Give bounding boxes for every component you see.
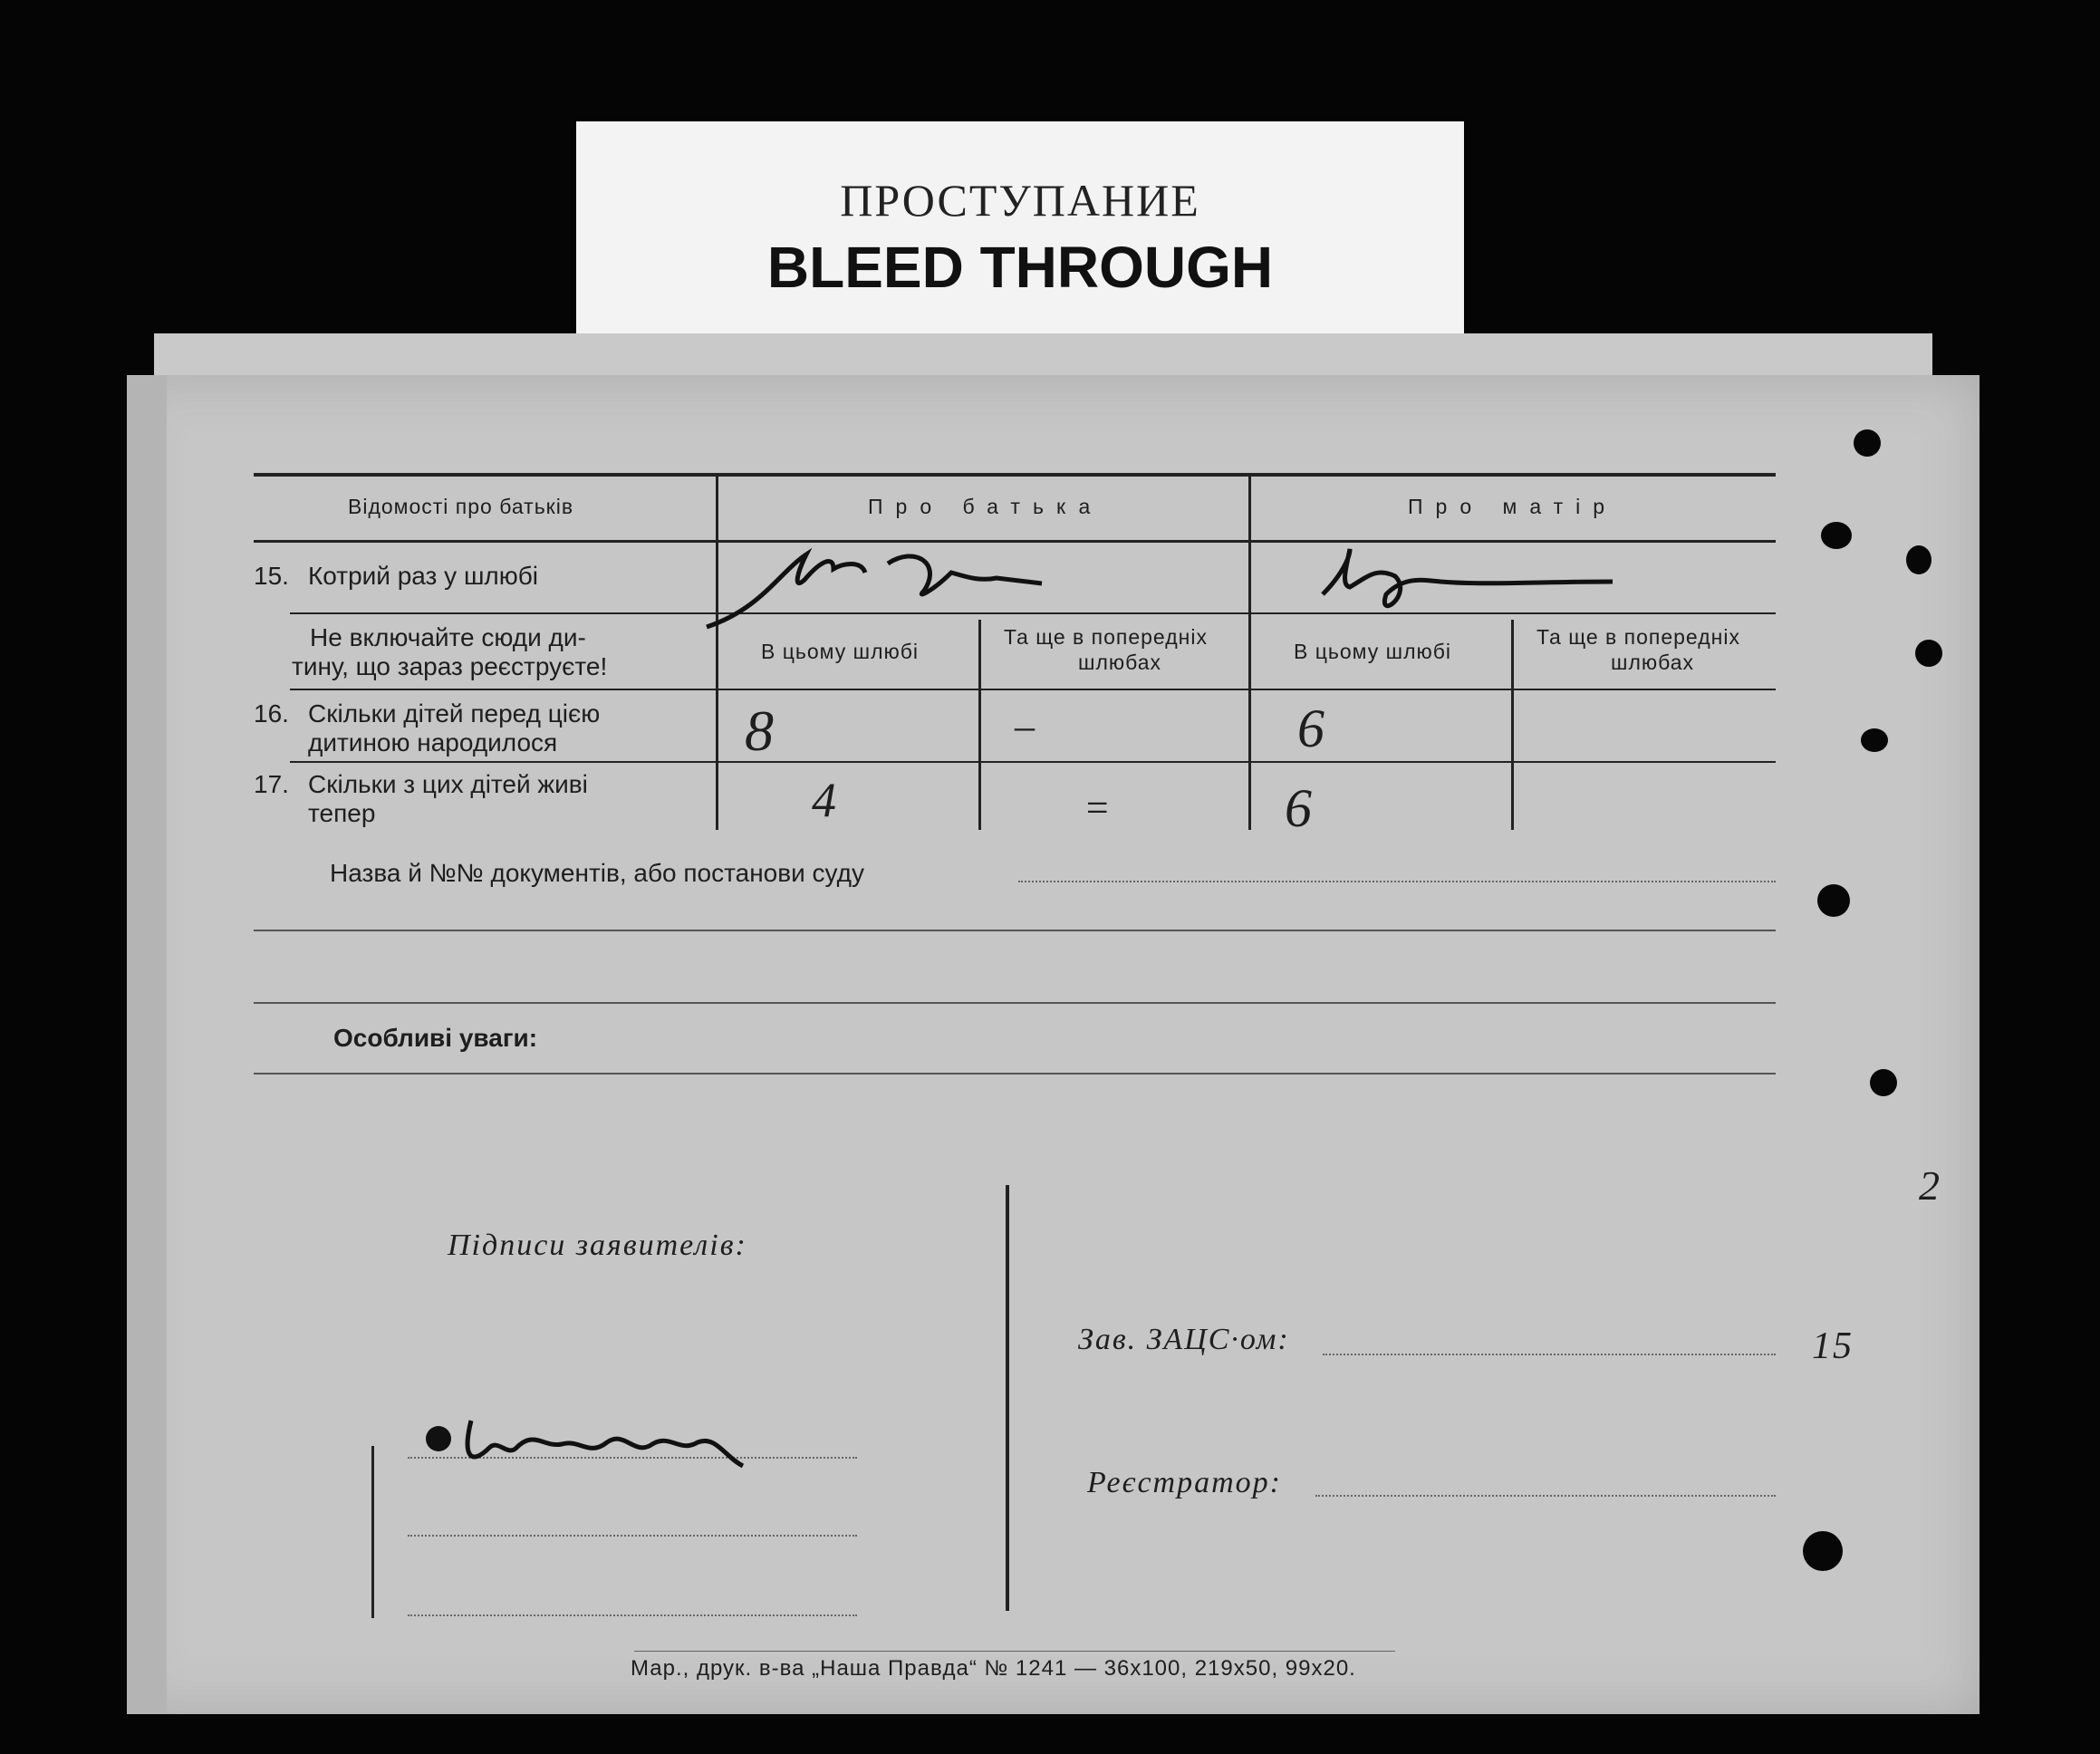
row17-line1: Скільки з цих дітей живі xyxy=(308,770,588,798)
registrar-label: Реєстратор: xyxy=(1087,1466,1282,1499)
label-russian: ПРОСТУПАНИЕ xyxy=(840,175,1200,226)
father-this-marriage: В цьому шлюбі xyxy=(761,640,920,663)
row15-label: Котрий раз у шлюбі xyxy=(308,562,539,590)
father-previous-line2: шлюбах xyxy=(1078,651,1162,674)
col-divider-father-prev xyxy=(978,620,981,830)
header-mother: Про матір xyxy=(1408,495,1618,518)
documents-line-3 xyxy=(254,1002,1776,1004)
row16-line1: Скільки дітей перед цією xyxy=(308,699,601,728)
remarks-label: Особливі уваги: xyxy=(333,1024,538,1052)
head-sign-line xyxy=(1323,1354,1776,1355)
hw-father-16-this: 8 xyxy=(745,699,775,763)
table-top-rule xyxy=(254,473,1776,477)
applicant-sign-line-2 xyxy=(408,1535,857,1537)
signature-divider xyxy=(1006,1185,1009,1611)
row16-line2: дитиною народилося xyxy=(308,728,558,757)
hw-side-number: 15 xyxy=(1812,1325,1854,1367)
documents-line-1 xyxy=(1018,881,1776,882)
hw-mother-17-this: 6 xyxy=(1285,778,1314,838)
hw-father-15-scrawl xyxy=(707,536,1160,636)
mother-previous-line2: шлюбах xyxy=(1611,651,1695,674)
registrar-sign-line xyxy=(1315,1495,1776,1497)
header-parents-info: Відомості про батьків xyxy=(348,495,574,518)
note-line-2: тину, що зараз реєструєте! xyxy=(292,652,608,680)
hw-father-16-prev: – xyxy=(1015,704,1036,748)
father-previous-line1: Та ще в попередніх xyxy=(1004,625,1208,649)
row17-line2: тепер xyxy=(308,799,376,827)
printer-imprint: Мар., друк. в-ва „Наша Правда“ № 1241 — 36х100, 219х50, 99х20. xyxy=(631,1656,1356,1681)
row16-number: 16. xyxy=(254,699,289,728)
col-divider-mother-prev xyxy=(1511,620,1514,830)
hw-father-17-prev: = xyxy=(1084,785,1113,830)
footer-rule xyxy=(634,1651,1395,1652)
hw-side-mark: 2 xyxy=(1919,1162,1941,1209)
documents-label: Назва й №№ документів, або постанови суду xyxy=(330,859,864,887)
col-divider-2 xyxy=(1248,477,1251,830)
note-line-1: Не включайте сюди ди- xyxy=(310,623,586,651)
row16-rule xyxy=(290,761,1776,763)
row15-number: 15. xyxy=(254,562,289,590)
documents-line-2 xyxy=(254,930,1776,931)
applicant-sign-line-3 xyxy=(408,1614,857,1616)
mother-previous-line1: Та ще в попередніх xyxy=(1536,625,1740,649)
label-english: BLEED THROUGH xyxy=(766,235,1274,300)
header-father: Про батька xyxy=(868,495,1103,518)
hw-mother-16-this: 6 xyxy=(1297,699,1326,758)
hw-mother-15-scrawl xyxy=(1314,540,1622,622)
applicants-label: Підписи заявителів: xyxy=(448,1229,747,1262)
hw-father-17-this: 4 xyxy=(812,773,838,827)
remarks-line xyxy=(254,1073,1776,1075)
subheader-rule xyxy=(290,689,1776,690)
applicant-signature xyxy=(417,1402,779,1493)
head-label: Зав. ЗАЦС·ом: xyxy=(1078,1323,1290,1356)
row17-number: 17. xyxy=(254,770,289,798)
signature-bracket xyxy=(371,1446,374,1618)
col-divider-1 xyxy=(716,477,718,830)
mother-this-marriage: В цьому шлюбі xyxy=(1294,640,1452,663)
